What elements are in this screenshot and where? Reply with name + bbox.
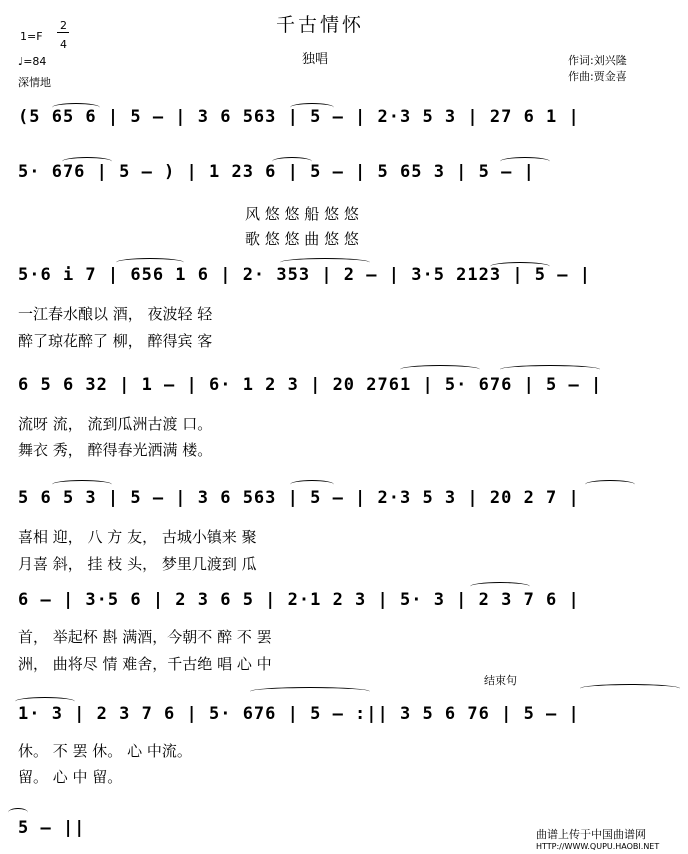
lyrics-row-2-verse-2: 歌 悠 悠 曲 悠 悠 [245, 230, 359, 248]
slur-mark [490, 262, 550, 271]
score-row-4 [18, 375, 602, 395]
slur-mark [280, 258, 370, 267]
song-title: 千古情怀 [276, 14, 365, 36]
key-signature: 1=F [20, 30, 43, 43]
lyrics-row-6-verse-2: 洲， 曲将尽 情 难舍，千古绝 唱 心 中 [18, 655, 272, 673]
slur-mark [116, 258, 184, 267]
slur-mark [400, 365, 480, 374]
score-row-8 [18, 818, 85, 838]
slur-mark [500, 365, 600, 374]
slur-mark [52, 480, 112, 489]
score-row-6 [18, 590, 580, 610]
slur-mark [15, 697, 75, 706]
notes-row-4: 6 5 6 32 | 1 – | 6· 1 2 3 | 20 2761 | 5· 676 | 5 – | [18, 375, 603, 395]
tempo-marking: ♩=84 [18, 55, 47, 68]
slur-mark [470, 582, 530, 591]
lyrics-row-4-verse-2: 舞衣 秀， 醉得春光洒满 楼。 [18, 441, 213, 459]
score-row-5 [18, 488, 580, 508]
time-signature-bottom: 4 [60, 38, 67, 51]
slur-mark [52, 103, 100, 112]
slur-mark [290, 480, 334, 489]
composer-credit: 作曲:贾金喜 [568, 70, 627, 83]
lyrics-row-7-verse-1: 休。 不 罢 休。 心 中流。 [18, 742, 192, 760]
score-row-7 [18, 704, 580, 724]
slur-mark [580, 684, 680, 693]
lyrics-row-5-verse-2: 月喜 斜， 挂 枝 头， 梦里几渡到 瓜 [18, 555, 257, 573]
lyrics-row-4-verse-1: 流呀 流， 流到瓜洲古渡 口。 [18, 415, 213, 433]
expression-marking: 深情地 [18, 76, 51, 89]
notes-row-1: (5 65 6 | 5 – | 3 6 563 | 5 – | 2·3 5 3 | 27 6 1 | [18, 107, 580, 127]
lyrics-row-3-verse-2: 醉了琼花醉了 柳， 醉得宾 客 [18, 332, 213, 350]
slur-mark [500, 157, 550, 166]
lyrics-row-5-verse-1: 喜相 迎， 八 方 友， 古城小镇来 聚 [18, 528, 257, 546]
ending-phrase-marker: 结束句 [484, 674, 517, 687]
lyricist-credit: 作词:刘兴隆 [568, 54, 627, 67]
notes-row-5: 5 6 5 3 | 5 – | 3 6 563 | 5 – | 2·3 5 3 | 20 2 7 | [18, 488, 580, 508]
lyrics-row-2-verse-1: 风 悠 悠 船 悠 悠 [245, 205, 359, 223]
notes-row-8: 5 – || [18, 818, 86, 838]
slur-mark [290, 103, 334, 112]
watermark-text: 曲谱上传于中国曲谱网 [536, 828, 646, 841]
slur-mark [250, 687, 370, 696]
notes-row-7: 1· 3 | 2 3 7 6 | 5· 676 | 5 – :|| 3 5 6 76 | 5 – | [18, 704, 580, 724]
lyrics-row-6-verse-1: 首， 举起杯 斟 满酒，今朝不 醉 不 罢 [18, 628, 272, 646]
slur-mark [272, 157, 312, 166]
notes-row-2: 5· 676 | 5 – ) | 1 23 6 | 5 – | 5 65 3 | 5 – | [18, 162, 535, 182]
lyrics-row-7-verse-2: 留。 心 中 留。 [18, 768, 123, 786]
notes-row-3: 5·6 i 7 | 656 1 6 | 2· 353 | 2 – | 3·5 2123 | 5 – | [18, 265, 591, 285]
slur-mark [585, 480, 635, 489]
lyrics-row-3-verse-1: 一江春水酿以 酒， 夜波轻 轻 [18, 305, 213, 323]
slur-mark [62, 157, 112, 166]
watermark-url: HTTP://WWW.QUPU.HAOBI.NET [536, 842, 660, 851]
slur-mark [8, 808, 28, 817]
time-signature-top: 2 [60, 19, 67, 32]
song-subtitle: 独唱 [302, 52, 329, 67]
time-signature-divider [57, 32, 69, 33]
notes-row-6: 6 – | 3·5 6 | 2 3 6 5 | 2·1 2 3 | 5· 3 | 2 3 7 6 | [18, 590, 580, 610]
